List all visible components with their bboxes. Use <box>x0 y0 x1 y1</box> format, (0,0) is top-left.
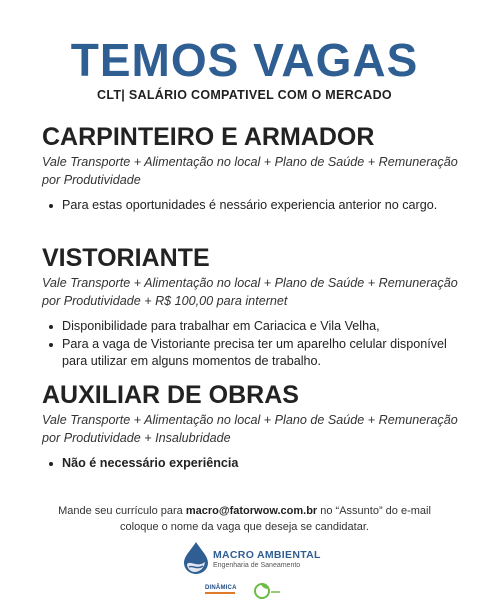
job-benefits: Vale Transporte + Alimentação no local + Plano de Saúde + Remuneração por Produtividade + R$ 100,00 para internet <box>42 276 458 308</box>
partner-logo-bar <box>205 592 235 594</box>
job-requirements <box>42 197 462 215</box>
requirement-item: Para estas oportunidades é nessário experiencia anterior no cargo. <box>42 197 462 215</box>
instructions-suffix: no “Assunto” do e-mail <box>317 505 431 517</box>
job-requirements <box>42 455 462 473</box>
instructions-prefix: Mande seu currículo para <box>58 505 186 517</box>
job-requirements <box>42 318 462 371</box>
job-benefits: Vale Transporte + Alimentação no local + Plano de Saúde + Remuneração por Produtividade + Insalubridade <box>42 413 458 445</box>
job-section-carpinteiro <box>42 122 462 215</box>
contact-email[interactable]: macro@fatorwow.com.br <box>185 505 318 517</box>
job-section-vistoriante <box>42 243 462 371</box>
requirement-item: Não é necessário experiência <box>42 455 462 473</box>
job-section-auxiliar <box>42 380 462 473</box>
instructions-line2: coloque o nome da vaga que deseja se candidatar. <box>120 520 369 533</box>
partner-logo-green <box>252 580 284 600</box>
logo-name: MACRO AMBIENTAL <box>213 549 321 561</box>
application-instructions <box>0 504 489 535</box>
job-benefits: Vale Transporte + Alimentação no local + Plano de Saúde + Remuneração por Produtividade <box>42 155 458 187</box>
requirement-item: Disponibilidade para trabalhar em Cariacica e Vila Velha, <box>42 318 462 336</box>
job-title: AUXILIAR DE OBRAS <box>42 381 299 409</box>
water-drop-icon <box>181 541 211 575</box>
partner-logo-text: DINÂMICA <box>205 585 237 591</box>
requirement-item: Para a vaga de Vistoriante precisa ter um aparelho celular disponível para utilizar em alguns momentos de trabalho. <box>42 336 462 371</box>
partner-logo-dinamica <box>205 585 239 597</box>
job-title: CARPINTEIRO E ARMADOR <box>42 123 375 151</box>
job-title: VISTORIANTE <box>42 244 210 272</box>
logo-tagline: Engenharia de Saneamento <box>213 562 301 569</box>
macro-ambiental-logo <box>181 541 321 577</box>
leaf-logo-icon <box>252 580 284 600</box>
page-title: TEMOS VAGAS <box>70 34 419 86</box>
page-subtitle: CLT| SALÁRIO COMPATIVEL COM O MERCADO <box>97 88 392 102</box>
